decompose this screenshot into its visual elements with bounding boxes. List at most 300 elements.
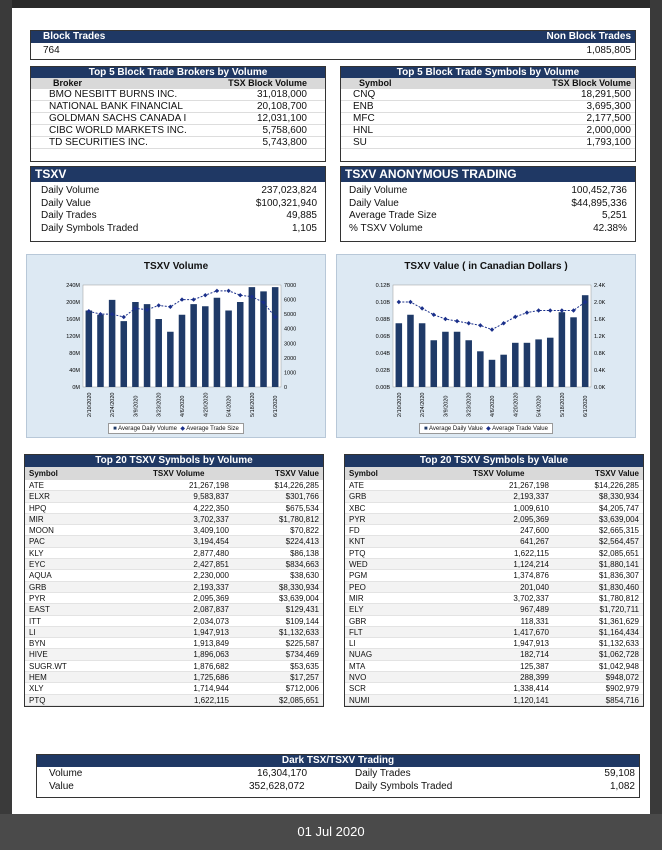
table-row [345,638,643,649]
cell-value: $1,164,434 [598,627,639,637]
table-row [341,113,635,125]
row-name: CNQ [353,89,376,100]
table-row [345,593,643,604]
cell-symbol: PTQ [29,695,46,705]
cell-volume: 967,489 [520,605,549,615]
table-row [345,548,643,559]
cell-volume: 1,876,682 [193,661,229,671]
cell-symbol: XBC [349,503,366,513]
y-right-tick-label: 2000 [284,355,297,362]
cell-symbol: GRB [29,582,47,592]
non-block-trades-label: Non Block Trades [546,31,631,42]
cell-volume: 2,230,000 [193,571,229,581]
cell-volume: 2,877,480 [193,548,229,558]
y-right-tick-label: 7000 [284,283,297,289]
legend-bar-label: Average Daily Volume [118,426,177,432]
cell-symbol: ATE [29,481,44,490]
table-row [25,683,323,694]
y-right-tick-label: 0.0K [594,385,606,391]
y-right-tick-label: 1.2K [594,334,606,340]
left-margin [0,0,12,850]
legend-line-label: Average Trade Size [186,426,239,432]
stat-label: % TSXV Volume [349,222,423,234]
cell-volume: 247,600 [520,526,549,536]
bar [214,298,221,387]
cell-volume: 118,331 [520,616,549,626]
cell-value: $8,330,934 [598,492,639,502]
stat-label: Daily Symbols Traded [41,222,139,234]
y-right-tick-label: 6000 [284,297,297,304]
cell-value: $1,830,460 [598,582,639,592]
cell-volume: 125,387 [520,661,549,671]
legend-bar-label: Average Daily Value [429,426,483,432]
dark-trades-label: Daily Trades [355,768,411,779]
cell-value: $1,132,633 [598,639,639,649]
bar [190,304,197,387]
table-row [25,548,323,559]
cell-volume: 1,622,115 [514,548,549,558]
table-row [345,616,643,627]
cell-symbol: FD [349,526,360,536]
bar [512,343,519,387]
col-block-volume: TSX Block Volume [228,78,307,88]
bar [144,304,151,387]
stat-label: Daily Trades [41,210,97,221]
x-tick-label: 4/20/2020 [203,392,210,417]
cell-symbol: MIR [349,593,364,603]
y-left-tick-label: 0.12B [375,283,390,289]
row-value: 5,758,600 [262,125,307,136]
dark-volume-value: 16,304,170 [257,768,308,779]
chart-legend: ■ Average Daily Value ◆ Average Trade Value [337,423,635,434]
bar [202,306,209,387]
stat-row [31,223,325,236]
col-symbol: Symbol [29,469,58,478]
block-trades-value: 764 [43,45,60,56]
cell-volume: 1,725,686 [193,673,229,683]
cell-volume: 182,714 [520,650,549,660]
cell-value: $109,144 [285,616,319,626]
stat-row [341,223,635,236]
stat-row [31,185,325,198]
row-value: 5,743,800 [262,137,307,148]
cell-value: $1,720,711 [599,605,639,615]
bar [407,315,414,387]
dark-row-1 [37,767,639,780]
table-row [25,638,323,649]
stat-row [31,210,325,223]
col-block-volume: TSX Block Volume [552,78,631,88]
cell-value: $86,138 [290,548,319,558]
dark-value-label: Value [49,781,74,792]
cell-value: $675,534 [285,503,319,513]
cell-value: $224,413 [285,537,319,547]
col-volume: TSXV Volume [473,469,525,478]
bar [132,302,139,387]
cell-symbol: GBR [349,616,367,626]
cell-symbol: HPQ [29,503,47,513]
cell-value: $948,072 [605,673,639,683]
cell-volume: 4,222,350 [193,503,229,513]
y-left-tick-label: 0.04B [375,351,390,357]
row-value: 2,177,500 [586,113,631,124]
cell-symbol: ELXR [29,492,50,502]
table-row [31,125,325,137]
y-left-tick-label: 240M [66,283,80,289]
cell-volume: 1,124,214 [513,560,549,570]
x-tick-label: 3/23/2020 [156,392,163,417]
table-row [31,113,325,125]
cell-volume: 1,120,141 [513,695,549,705]
top5-symbols-title: Top 5 Block Trade Symbols by Volume [341,67,635,78]
row-value: 20,108,700 [256,101,307,112]
cell-symbol: PYR [29,593,46,603]
y-right-tick-label: 0 [284,385,288,391]
x-tick-label: 2/10/2020 [86,392,93,417]
table-row [25,480,323,491]
cell-value: $301,766 [285,492,319,502]
cell-volume: 1,622,115 [194,695,229,705]
stat-value: 49,885 [286,210,317,221]
table-row [345,503,643,514]
row-name: CIBC WORLD MARKETS INC. [49,125,187,136]
table-row [345,536,643,547]
row-value: 12,031,100 [256,113,307,124]
cell-volume: 2,427,851 [193,560,229,570]
cell-value: $902,979 [605,684,639,694]
table-row [25,536,323,547]
cell-value: $3,639,004 [598,514,639,524]
dark-symbols-label: Daily Symbols Traded [355,781,453,792]
cell-value: $3,639,004 [278,593,319,603]
top5-symbols-colheader [341,78,635,89]
col-value: TSXV Value [274,469,319,478]
cell-symbol: MIR [29,514,44,524]
table-row [25,514,323,525]
cell-value: $834,663 [285,560,319,570]
stat-row [341,185,635,198]
cell-volume: 1,417,670 [513,627,549,637]
table-row [25,604,323,615]
top20-value-colheader [345,467,643,480]
table-row [31,101,325,113]
cell-symbol: AQUA [29,571,52,581]
table-row [25,695,323,706]
cell-value: $14,226,285 [274,481,319,490]
cell-volume: 3,702,337 [513,593,549,603]
table-row [25,559,323,570]
table-row [31,137,325,149]
cell-value: $8,330,934 [278,582,319,592]
bar [225,311,232,388]
row-value: 1,793,100 [586,137,631,148]
col-value: TSXV Value [594,469,639,478]
cell-value: $1,780,812 [598,593,639,603]
cell-symbol: XLY [29,684,44,694]
non-block-trades-value: 1,085,805 [586,45,631,56]
stat-row [341,198,635,211]
cell-symbol: PEO [349,582,366,592]
cell-symbol: HEM [29,673,47,683]
report-page [12,8,650,814]
cell-volume: 2,193,337 [513,492,549,502]
top20-volume-title: Top 20 TSXV Symbols by Volume [25,455,323,467]
cell-value: $1,062,728 [598,650,639,660]
cell-symbol: HIVE [29,650,48,660]
stat-value: 237,023,824 [261,185,317,196]
y-left-tick-label: 0.10B [375,300,390,306]
table-row [345,695,643,706]
stat-label: Average Trade Size [349,210,437,221]
row-name: NATIONAL BANK FINANCIAL [49,101,183,112]
bar [454,332,461,387]
bar [524,343,531,387]
x-tick-label: 6/1/2020 [583,395,590,417]
x-tick-label: 4/6/2020 [490,395,496,417]
row-name: BMO NESBITT BURNS INC. [49,89,178,100]
cell-value: $14,226,285 [594,481,639,490]
cell-symbol: SCR [349,684,366,694]
cell-symbol: PAC [29,537,45,547]
cell-symbol: KLY [29,548,44,558]
table-row [345,514,643,525]
bar [396,323,403,387]
table-row [25,570,323,581]
chart-title: TSXV Value ( in Canadian Dollars ) [404,261,568,272]
row-name: MFC [353,113,375,124]
cell-value: $2,085,651 [598,548,639,558]
table-row [345,672,643,683]
bar [547,338,554,387]
table-row [345,559,643,570]
y-left-tick-label: 200M [66,300,80,306]
cell-symbol: ITT [29,616,41,626]
tsxv-volume-chart [26,254,326,438]
bar [155,319,162,387]
cell-volume: 2,095,369 [193,593,229,603]
top5-brokers-table [30,66,326,162]
bar [86,311,93,388]
x-tick-label: 3/23/2020 [466,392,473,417]
table-row [31,89,325,101]
x-tick-label: 2/10/2020 [396,392,403,417]
tsxv-anon-title: TSXV ANONYMOUS TRADING [341,167,635,182]
table-row [25,661,323,672]
table-row [345,683,643,694]
x-tick-label: 5/18/2020 [559,392,566,417]
table-row [25,525,323,536]
stat-row [341,210,635,223]
cell-symbol: PYR [349,514,366,524]
stat-value: $44,895,336 [571,197,627,209]
x-tick-label: 5/18/2020 [249,392,256,417]
bar [431,340,438,387]
y-left-tick-label: 0.08B [375,317,390,323]
top20-value-table [344,454,644,707]
cell-volume: 3,194,454 [193,537,229,547]
chart-legend: ■ Average Daily Volume ◆ Average Trade Size [27,423,325,434]
bar [272,287,279,387]
stat-value: 42.38% [593,222,627,234]
dark-trading-title: Dark TSX/TSXV Trading [37,755,639,767]
cell-symbol: PGM [349,571,368,581]
stat-value: $100,321,940 [255,197,317,209]
row-name: SU [353,137,367,148]
bar [179,315,186,387]
cell-symbol: NUMI [349,695,370,705]
table-row [341,137,635,149]
col-symbol: Symbol [359,78,392,88]
cell-volume: 2,193,337 [193,582,229,592]
cell-symbol: EAST [29,605,50,615]
legend-line-label: Average Trade Value [492,426,548,432]
cell-value: $4,205,747 [598,503,639,513]
cell-value: $854,716 [605,695,639,705]
table-row [25,627,323,638]
cell-symbol: MTA [349,661,366,671]
tsxv-summary [30,166,326,242]
y-left-tick-label: 160M [66,317,80,323]
block-trades-values [31,43,635,59]
col-symbol: Symbol [349,469,378,478]
x-tick-label: 5/4/2020 [226,395,233,417]
y-left-tick-label: 0.06B [375,334,390,340]
cell-symbol: SUGR.WT [29,661,67,671]
cell-symbol: NVO [349,673,367,683]
block-trades-header [31,31,635,43]
cell-value: $70,822 [290,526,319,536]
table-row [341,101,635,113]
bar [489,360,496,387]
col-volume: TSXV Volume [153,469,205,478]
table-row [345,604,643,615]
cell-symbol: ELY [349,605,364,615]
cell-value: $1,880,141 [598,560,639,570]
x-tick-label: 2/24/2020 [110,392,117,417]
cell-volume: 21,267,198 [188,481,229,490]
x-tick-label: 4/20/2020 [513,392,520,417]
cell-volume: 1,009,610 [513,503,549,513]
table-row [341,125,635,137]
cell-symbol: LI [349,639,356,649]
table-row [25,582,323,593]
table-row [25,593,323,604]
cell-volume: 2,034,073 [193,616,229,626]
row-name: GOLDMAN SACHS CANADA I [49,113,187,124]
cell-symbol: FLT [349,627,363,637]
row-value: 18,291,500 [580,89,631,100]
cell-volume: 1,947,913 [193,627,229,637]
stat-label: Daily Value [41,197,91,209]
cell-symbol: KNT [349,537,365,547]
stat-label: Daily Volume [41,185,100,196]
cell-symbol: NUAG [349,650,373,660]
table-row [341,89,635,101]
y-right-tick-label: 0.4K [594,368,606,374]
dark-row-2 [37,780,639,793]
table-row [345,525,643,536]
stat-value: 1,105 [291,222,317,234]
cell-value: $53,635 [290,661,319,671]
y-right-tick-label: 1.6K [594,317,606,323]
table-row [345,480,643,491]
cell-volume: 3,409,100 [193,526,229,536]
cell-value: $1,836,307 [598,571,639,581]
bar [442,332,449,387]
chart-svg [27,255,327,439]
table-row [345,491,643,502]
y-right-tick-label: 5000 [284,312,297,319]
dark-volume-label: Volume [49,768,83,779]
cell-value: $1,042,948 [598,661,639,671]
x-tick-label: 2/24/2020 [420,392,427,417]
cell-symbol: EYC [29,560,46,570]
cell-value: $712,006 [285,684,319,694]
footer-date: 01 Jul 2020 [297,824,365,839]
table-row [25,672,323,683]
y-left-tick-label: 80M [69,351,80,357]
dark-trading-box [36,754,640,798]
bar [419,323,426,387]
row-value: 3,695,300 [586,101,631,112]
table-row [345,649,643,660]
top5-symbols-table [340,66,636,162]
table-row [25,503,323,514]
stat-label: Daily Volume [349,185,408,196]
table-row [25,616,323,627]
right-margin [650,0,662,850]
cell-value: $734,469 [285,650,319,660]
stat-value: 100,452,736 [571,185,627,196]
chart-svg [337,255,637,439]
cell-value: $2,564,457 [598,537,639,547]
stat-value: 5,251 [601,210,627,221]
bar [570,317,577,387]
row-value: 31,018,000 [256,89,307,100]
y-left-tick-label: 120M [66,334,80,340]
cell-volume: 1,338,414 [513,684,549,694]
x-tick-label: 5/4/2020 [536,395,543,417]
cell-volume: 1,913,849 [193,639,229,649]
cell-volume: 288,399 [520,673,549,683]
dark-trades-value: 59,108 [604,768,635,779]
block-trades-box [30,30,636,60]
x-tick-label: 3/9/2020 [133,395,140,417]
y-left-tick-label: 0M [72,385,80,391]
y-right-tick-label: 3000 [284,341,297,348]
bar [559,312,566,387]
cell-volume: 2,087,837 [193,605,229,615]
cell-volume: 1,374,876 [513,571,549,581]
table-row [345,570,643,581]
cell-value: $38,630 [290,571,319,581]
cell-value: $1,132,633 [278,627,319,637]
table-row [25,491,323,502]
dark-symbols-value: 1,082 [609,781,635,792]
table-row [345,627,643,638]
tsxv-title: TSXV [31,167,325,182]
cell-volume: 1,714,944 [193,684,229,694]
cell-volume: 9,583,837 [193,492,229,502]
cell-symbol: PTQ [349,548,366,558]
top20-value-title: Top 20 TSXV Symbols by Value [345,455,643,467]
cell-value: $1,780,812 [278,514,319,524]
y-left-tick-label: 40M [69,368,80,374]
table-row [345,661,643,672]
cell-value: $1,361,629 [598,616,639,626]
cell-volume: 3,702,337 [193,514,229,524]
y-right-tick-label: 2.4K [594,283,606,289]
